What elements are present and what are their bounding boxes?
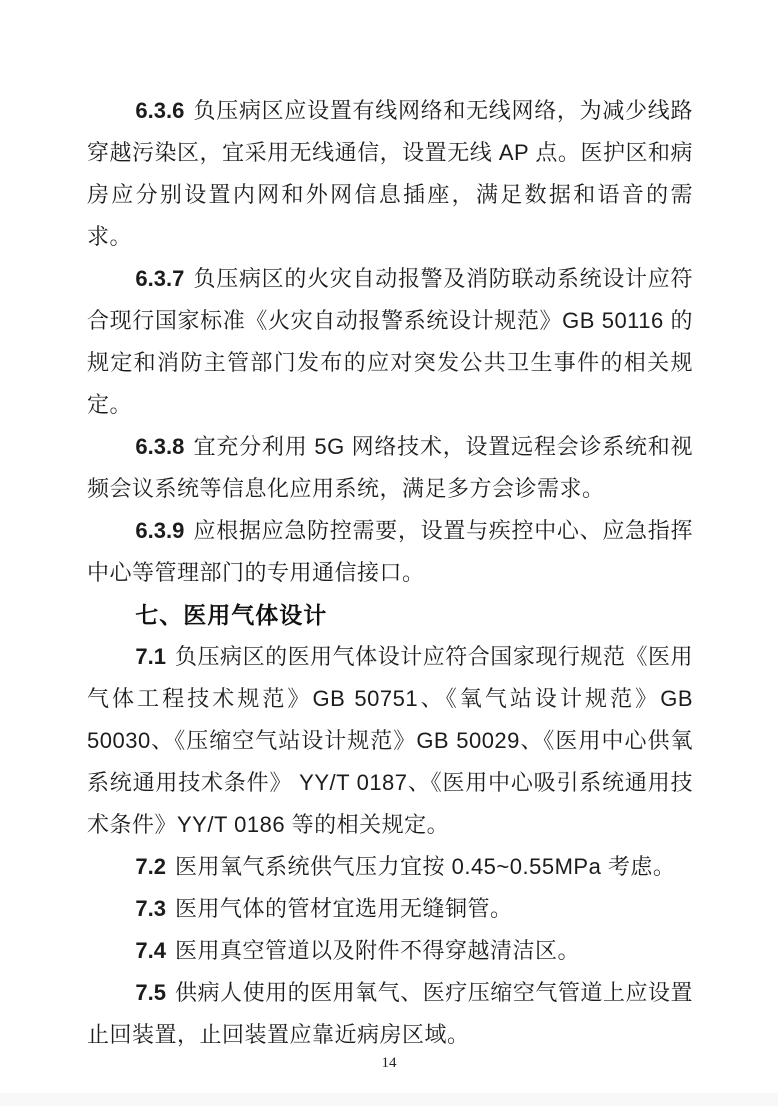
clause-number: 7.3 [135,896,166,921]
clause-number: 6.3.8 [135,434,185,459]
page-footer [0,1055,778,1072]
clause-number: 7.4 [135,938,166,963]
clause-paragraph [87,636,693,846]
clause-paragraph [87,90,693,258]
clause-text: 医用真空管道以及附件不得穿越清洁区。 [174,938,580,963]
page-number: 14 [381,1055,397,1071]
document-body [87,90,693,1056]
clause-text: 负压病区的医用气体设计应符合国家现行规范《医用气体工程技术规范》GB 50751、《氧气站设计规范》GB 50030、《压缩空气站设计规范》GB 50029、《医用中心供氧系统通用技术条件》 YY/T 0187、《医用中心吸引系统通用技术条件》YY/T 0186 等的相关规定。 [87,644,693,837]
clause-paragraph [87,930,693,972]
clause-number: 7.1 [135,644,166,669]
clause-number: 7.5 [135,980,166,1005]
clause-number: 6.3.6 [135,98,185,123]
clause-paragraph [87,258,693,426]
clause-text: 供病人使用的医用氧气、医疗压缩空气管道上应设置止回装置，止回装置应靠近病房区域。 [87,980,693,1047]
clause-number: 6.3.9 [135,518,185,543]
section-heading: 七、医用气体设计 [135,602,328,628]
clause-paragraph [87,888,693,930]
clause-text: 医用气体的管材宜选用无缝铜管。 [174,896,513,921]
clause-text: 宜充分利用 5G 网络技术，设置远程会诊系统和视频会议系统等信息化应用系统，满足多方会诊需求。 [87,434,693,501]
clause-text: 负压病区应设置有线网络和无线网络，为减少线路穿越污染区，宜采用无线通信，设置无线 AP 点。医护区和病房应分别设置内网和外网信息插座，满足数据和语音的需求。 [87,98,693,249]
clause-paragraph [87,972,693,1056]
clause-text: 医用氧气系统供气压力宜按 0.45~0.55MPa 考虑。 [174,854,676,879]
page-bottom-edge [0,1093,778,1106]
clause-number: 7.2 [135,854,166,879]
clause-paragraph [87,426,693,510]
clause-paragraph [87,510,693,594]
clause-number: 6.3.7 [135,266,185,291]
clause-text: 负压病区的火灾自动报警及消防联动系统设计应符合现行国家标准《火灾自动报警系统设计规范》GB 50116 的规定和消防主管部门发布的应对突发公共卫生事件的相关规定。 [87,266,693,417]
clause-text: 应根据应急防控需要，设置与疾控中心、应急指挥中心等管理部门的专用通信接口。 [87,518,693,585]
clause-paragraph [87,846,693,888]
